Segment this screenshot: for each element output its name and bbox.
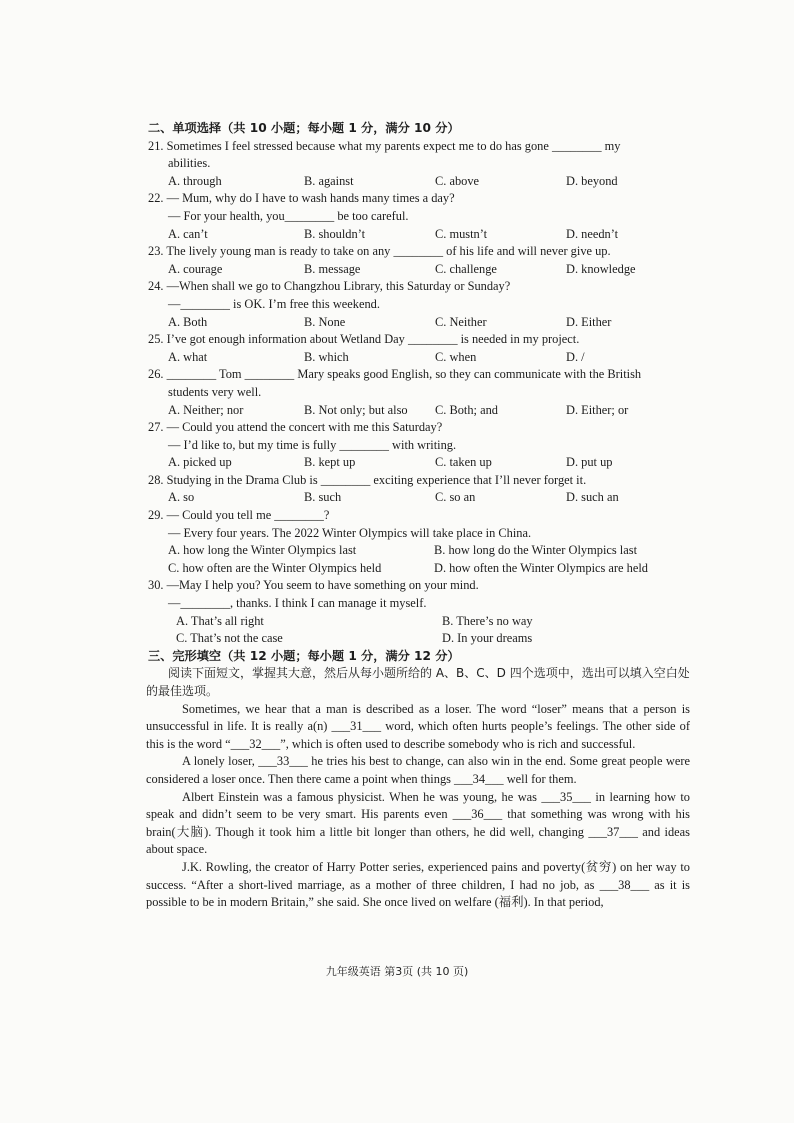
question-stem: —________ is OK. I’m free this weekend.: [168, 296, 380, 311]
section-heading-multiple-choice: 二、单项选择（共 10 小题；每小题 1 分，满分 10 分）: [148, 121, 460, 135]
option-row: [146, 489, 690, 507]
question-stem: 28. Studying in the Drama Club is ________ exciting experience that I’ll never forget it.: [148, 472, 587, 487]
option-a[interactable]: A. courage: [168, 261, 223, 276]
option-d[interactable]: D. Either; or: [566, 402, 629, 417]
option-b[interactable]: B. Not only; but also: [304, 402, 408, 417]
question-stem: 22. — Mum, why do I have to wash hands many times a day?: [148, 191, 455, 206]
question-stem: 25. I’ve got enough information about Wetland Day ________ is needed in my project.: [148, 332, 580, 347]
option-c[interactable]: C. Both; and: [435, 402, 498, 417]
question-stem: 30. —May I help you? You seem to have something on your mind.: [148, 578, 479, 593]
cloze-paragraph-2: A lonely loser, ___33___ he tries his best to change, can also win in the end. Some great people were considered a loser once. Then there came a point when things ___34___ well for them.: [146, 754, 690, 786]
question-27: [146, 419, 690, 472]
page-content: [146, 120, 690, 912]
option-c[interactable]: C. mustn’t: [435, 226, 488, 241]
option-a[interactable]: A. Neither; nor: [168, 402, 244, 417]
page-footer: 九年级英语 第3页 (共 10 页): [325, 965, 469, 978]
option-b[interactable]: B. such: [304, 490, 342, 505]
option-d[interactable]: D. put up: [566, 455, 613, 470]
question-stem: 24. —When shall we go to Changzhou Library, this Saturday or Sunday?: [148, 279, 511, 294]
option-row: [146, 314, 690, 332]
option-a[interactable]: A. That’s all right: [176, 613, 264, 628]
option-a[interactable]: A. through: [168, 173, 222, 188]
option-a[interactable]: A. what: [168, 349, 208, 364]
option-b[interactable]: B. against: [304, 173, 354, 188]
option-c[interactable]: C. so an: [435, 490, 476, 505]
option-d[interactable]: D. such an: [566, 490, 619, 505]
question-stem: 27. — Could you attend the concert with me this Saturday?: [148, 420, 443, 435]
option-b[interactable]: B. how long do the Winter Olympics last: [434, 543, 638, 558]
question-stem: 23. The lively young man is ready to take on any ________ of his life and will never give up.: [148, 244, 611, 259]
question-stem: 26. ________ Tom ________ Mary speaks good English, so they can communicate with the British: [148, 367, 642, 382]
option-grid: [146, 542, 690, 577]
option-row: [146, 402, 690, 420]
option-d[interactable]: D. In your dreams: [442, 631, 533, 646]
question-23: [146, 243, 690, 278]
question-29: [146, 507, 690, 577]
cloze-paragraph-4: J.K. Rowling, the creator of Harry Potter series, experienced pains and poverty(贫穷) on her way to success. “After a short-lived marriage, as a mother of three children, I had no job, as ___38___ as it is possible to be in modern Britain,” she said. She once lived on welfare (福利). In that period,: [146, 859, 690, 910]
option-a[interactable]: A. can’t: [168, 226, 208, 241]
question-30: [146, 577, 690, 647]
option-c[interactable]: C. when: [435, 349, 477, 364]
option-row: [146, 261, 690, 279]
option-a[interactable]: A. Both: [168, 314, 208, 329]
question-21: [146, 138, 690, 191]
option-b[interactable]: B. shouldn’t: [304, 226, 366, 241]
option-c[interactable]: C. That’s not the case: [176, 631, 283, 646]
option-d[interactable]: D. needn’t: [566, 226, 619, 241]
question-stem: students very well.: [168, 384, 262, 399]
question-22: [146, 190, 690, 243]
option-a[interactable]: A. picked up: [168, 455, 232, 470]
option-b[interactable]: B. None: [304, 314, 346, 329]
option-d[interactable]: D. beyond: [566, 173, 618, 188]
option-row: [146, 349, 690, 367]
option-b[interactable]: B. kept up: [304, 455, 356, 470]
option-c[interactable]: C. Neither: [435, 314, 487, 329]
question-stem: abilities.: [168, 156, 211, 171]
option-b[interactable]: B. There’s no way: [442, 613, 533, 628]
section-heading-cloze: 三、完形填空（共 12 小题；每小题 1 分，满分 12 分）: [148, 648, 460, 663]
option-d[interactable]: D. how often the Winter Olympics are held: [434, 560, 648, 575]
cloze-paragraph-3: Albert Einstein was a famous physicist. When he was young, he was ___35___ in learning how to speak and didn’t seem to be very smart. His parents even ___36___ that something was wrong with his brain(大脑). Though it took him a little bit longer than others, he did well, changing ___37___ and ideas about space.: [146, 789, 690, 857]
option-d[interactable]: D. /: [566, 349, 585, 364]
option-a[interactable]: A. so: [168, 490, 195, 505]
option-c[interactable]: C. challenge: [435, 261, 497, 276]
question-25: [146, 331, 690, 366]
option-c[interactable]: C. taken up: [435, 455, 492, 470]
question-stem: 21. Sometimes I feel stressed because what my parents expect me to do has gone ________ my: [148, 138, 621, 153]
option-row: [146, 226, 690, 244]
question-stem: —________, thanks. I think I can manage it myself.: [168, 596, 427, 611]
option-c[interactable]: C. above: [435, 173, 480, 188]
option-a[interactable]: A. how long the Winter Olympics last: [168, 543, 357, 558]
option-grid: [146, 613, 690, 648]
question-stem: 29. — Could you tell me ________?: [148, 508, 330, 523]
option-row: [146, 173, 690, 191]
question-28: [146, 472, 690, 507]
option-row: [146, 454, 690, 472]
cloze-instruction: 阅读下面短文，掌握其大意，然后从每小题所给的 A、B、C、D 四个选项中，选出可以填入空白处的最佳选项。: [146, 666, 690, 698]
question-26: [146, 366, 690, 419]
cloze-paragraph-1: Sometimes, we hear that a man is described as a loser. The word “loser” means that a person is unsuccessful in life. It is really a(n) ___31___ word, which often hurts people’s feelings. The other side of this is the word “___32___”, which is often used to describe somebody who is rich and successful.: [146, 701, 690, 751]
question-24: [146, 278, 690, 331]
option-d[interactable]: D. knowledge: [566, 261, 636, 276]
question-stem: — I’d like to, but my time is fully ________ with writing.: [168, 437, 457, 452]
option-c[interactable]: C. how often are the Winter Olympics held: [168, 560, 382, 575]
question-stem: — For your health, you________ be too careful.: [168, 208, 409, 223]
question-stem: — Every four years. The 2022 Winter Olympics will take place in China.: [168, 525, 532, 540]
option-b[interactable]: B. message: [304, 261, 361, 276]
option-d[interactable]: D. Either: [566, 314, 612, 329]
option-b[interactable]: B. which: [304, 349, 349, 364]
